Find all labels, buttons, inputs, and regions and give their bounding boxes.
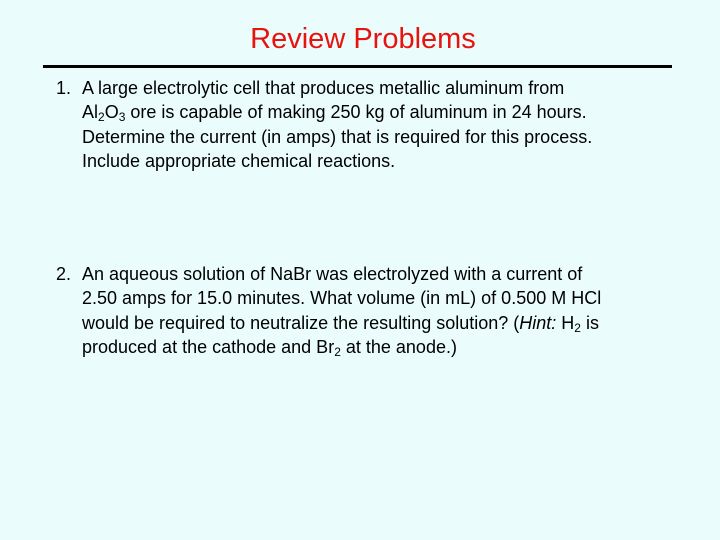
problem-line: 2.50 amps for 15.0 minutes. What volume (in mL) of 0.500 M HCl [82,288,602,309]
title-divider [43,65,672,68]
problem-text [82,76,682,173]
subscript: 2 [334,344,341,359]
problem-line [82,100,682,124]
subscript: 2 [98,110,105,125]
problem-number: 1. [56,78,72,98]
problem-line: A large electrolytic cell that produces metallic aluminum from [82,78,565,98]
text-run: H [556,312,575,333]
text-run: ore is capable of making 250 kg of aluminum in 24 hours. [125,102,587,123]
problem-line [82,311,682,335]
text-run: produced at the cathode and Br [82,336,335,357]
subscript: 2 [574,320,581,335]
problem-line: Include appropriate chemical reactions. [82,150,396,171]
text-run: would be required to neutralize the resulting solution? ( [82,312,520,333]
problem-line: Determine the current (in amps) that is required for this process. [82,126,593,147]
problem-line [82,335,682,359]
slide-title: Review Problems [250,23,476,55]
text-run: O [104,102,119,123]
problem-number: 2. [56,264,72,284]
subscript: 3 [118,110,126,125]
text-run: is [580,312,599,333]
text-run: at the anode.) [340,336,457,357]
problem-text [82,262,682,359]
text-run: Al [82,102,99,123]
hint-label: Hint: [519,312,557,333]
problem-line: An aqueous solution of NaBr was electrolyzed with a current of [82,264,583,284]
